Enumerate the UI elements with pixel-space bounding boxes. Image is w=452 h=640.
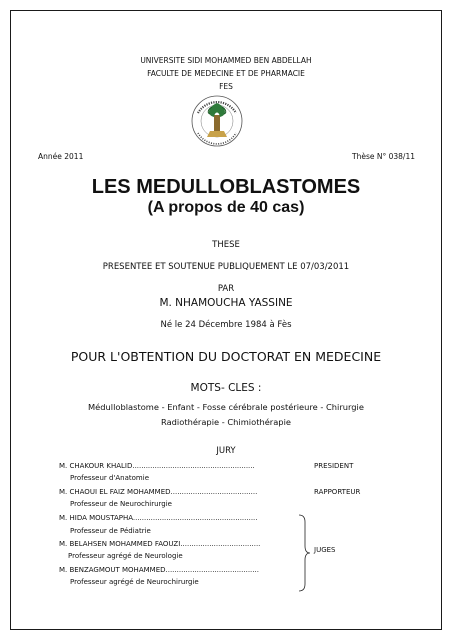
jury-member-4-title: Professeur agrégé de Neurologie xyxy=(68,552,183,560)
university-name: UNIVERSITE SIDI MOHAMMED BEN ABDELLAH xyxy=(140,56,312,65)
faculty-seal-logo xyxy=(184,93,250,149)
thesis-label: THESE xyxy=(212,240,240,250)
author-birth: Né le 24 Décembre 1984 à Fès xyxy=(160,320,292,330)
jury-member-1-title: Professeur d'Anatomie xyxy=(70,474,149,482)
keywords-line-2: Radiothérapie - Chimiothérapie xyxy=(161,417,291,427)
jury-member-3-name: M. HIDA MOUSTAPHA........................................................ xyxy=(59,514,258,522)
role-rapporteur: RAPPORTEUR xyxy=(314,488,361,496)
judges-brace xyxy=(297,514,311,592)
degree-purpose: POUR L'OBTENTION DU DOCTORAT EN MEDECINE xyxy=(70,349,382,364)
jury-member-2-title: Professeur de Neurochirurgie xyxy=(70,500,172,508)
jury-member-3-title: Professeur de Pédiatrie xyxy=(70,527,151,535)
presentation-date: PRESENTEE ET SOUTENUE PUBLIQUEMENT LE 07/03/2011 xyxy=(102,262,350,272)
role-president: PRESIDENT xyxy=(314,462,354,470)
role-juges: JUGES xyxy=(314,546,336,554)
keywords-line-1: Médulloblastome - Enfant - Fosse cérébrale postérieure - Chirurgie xyxy=(88,402,364,412)
keywords-heading: MOTS- CLES : xyxy=(190,382,262,394)
jury-member-5-title: Professeur agrégé de Neurochirurgie xyxy=(70,578,199,586)
academic-year: Année 2011 xyxy=(38,152,84,161)
by-label: PAR xyxy=(217,284,235,294)
thesis-title: LES MEDULLOBLASTOMES xyxy=(91,176,361,198)
jury-member-5-name: M. BENZAGMOUT MOHAMMED.......................................... xyxy=(59,566,259,574)
jury-member-4-name: M. BELAHSEN MOHAMMED FAOUZI.................................... xyxy=(59,540,261,548)
jury-member-2-name: M. CHAOUI EL FAIZ MOHAMMED....................................... xyxy=(59,488,258,496)
jury-heading: JURY xyxy=(216,446,236,456)
author-name: M. NHAMOUCHA YASSINE xyxy=(159,297,293,309)
jury-member-1-name: M. CHAKOUR KHALID....................................................... xyxy=(59,462,255,470)
thesis-number: Thèse N° 038/11 xyxy=(352,152,415,161)
thesis-subtitle: (A propos de 40 cas) xyxy=(147,199,305,216)
city-name: FES xyxy=(219,82,233,91)
faculty-name: FACULTE DE MEDECINE ET DE PHARMACIE xyxy=(147,69,305,78)
